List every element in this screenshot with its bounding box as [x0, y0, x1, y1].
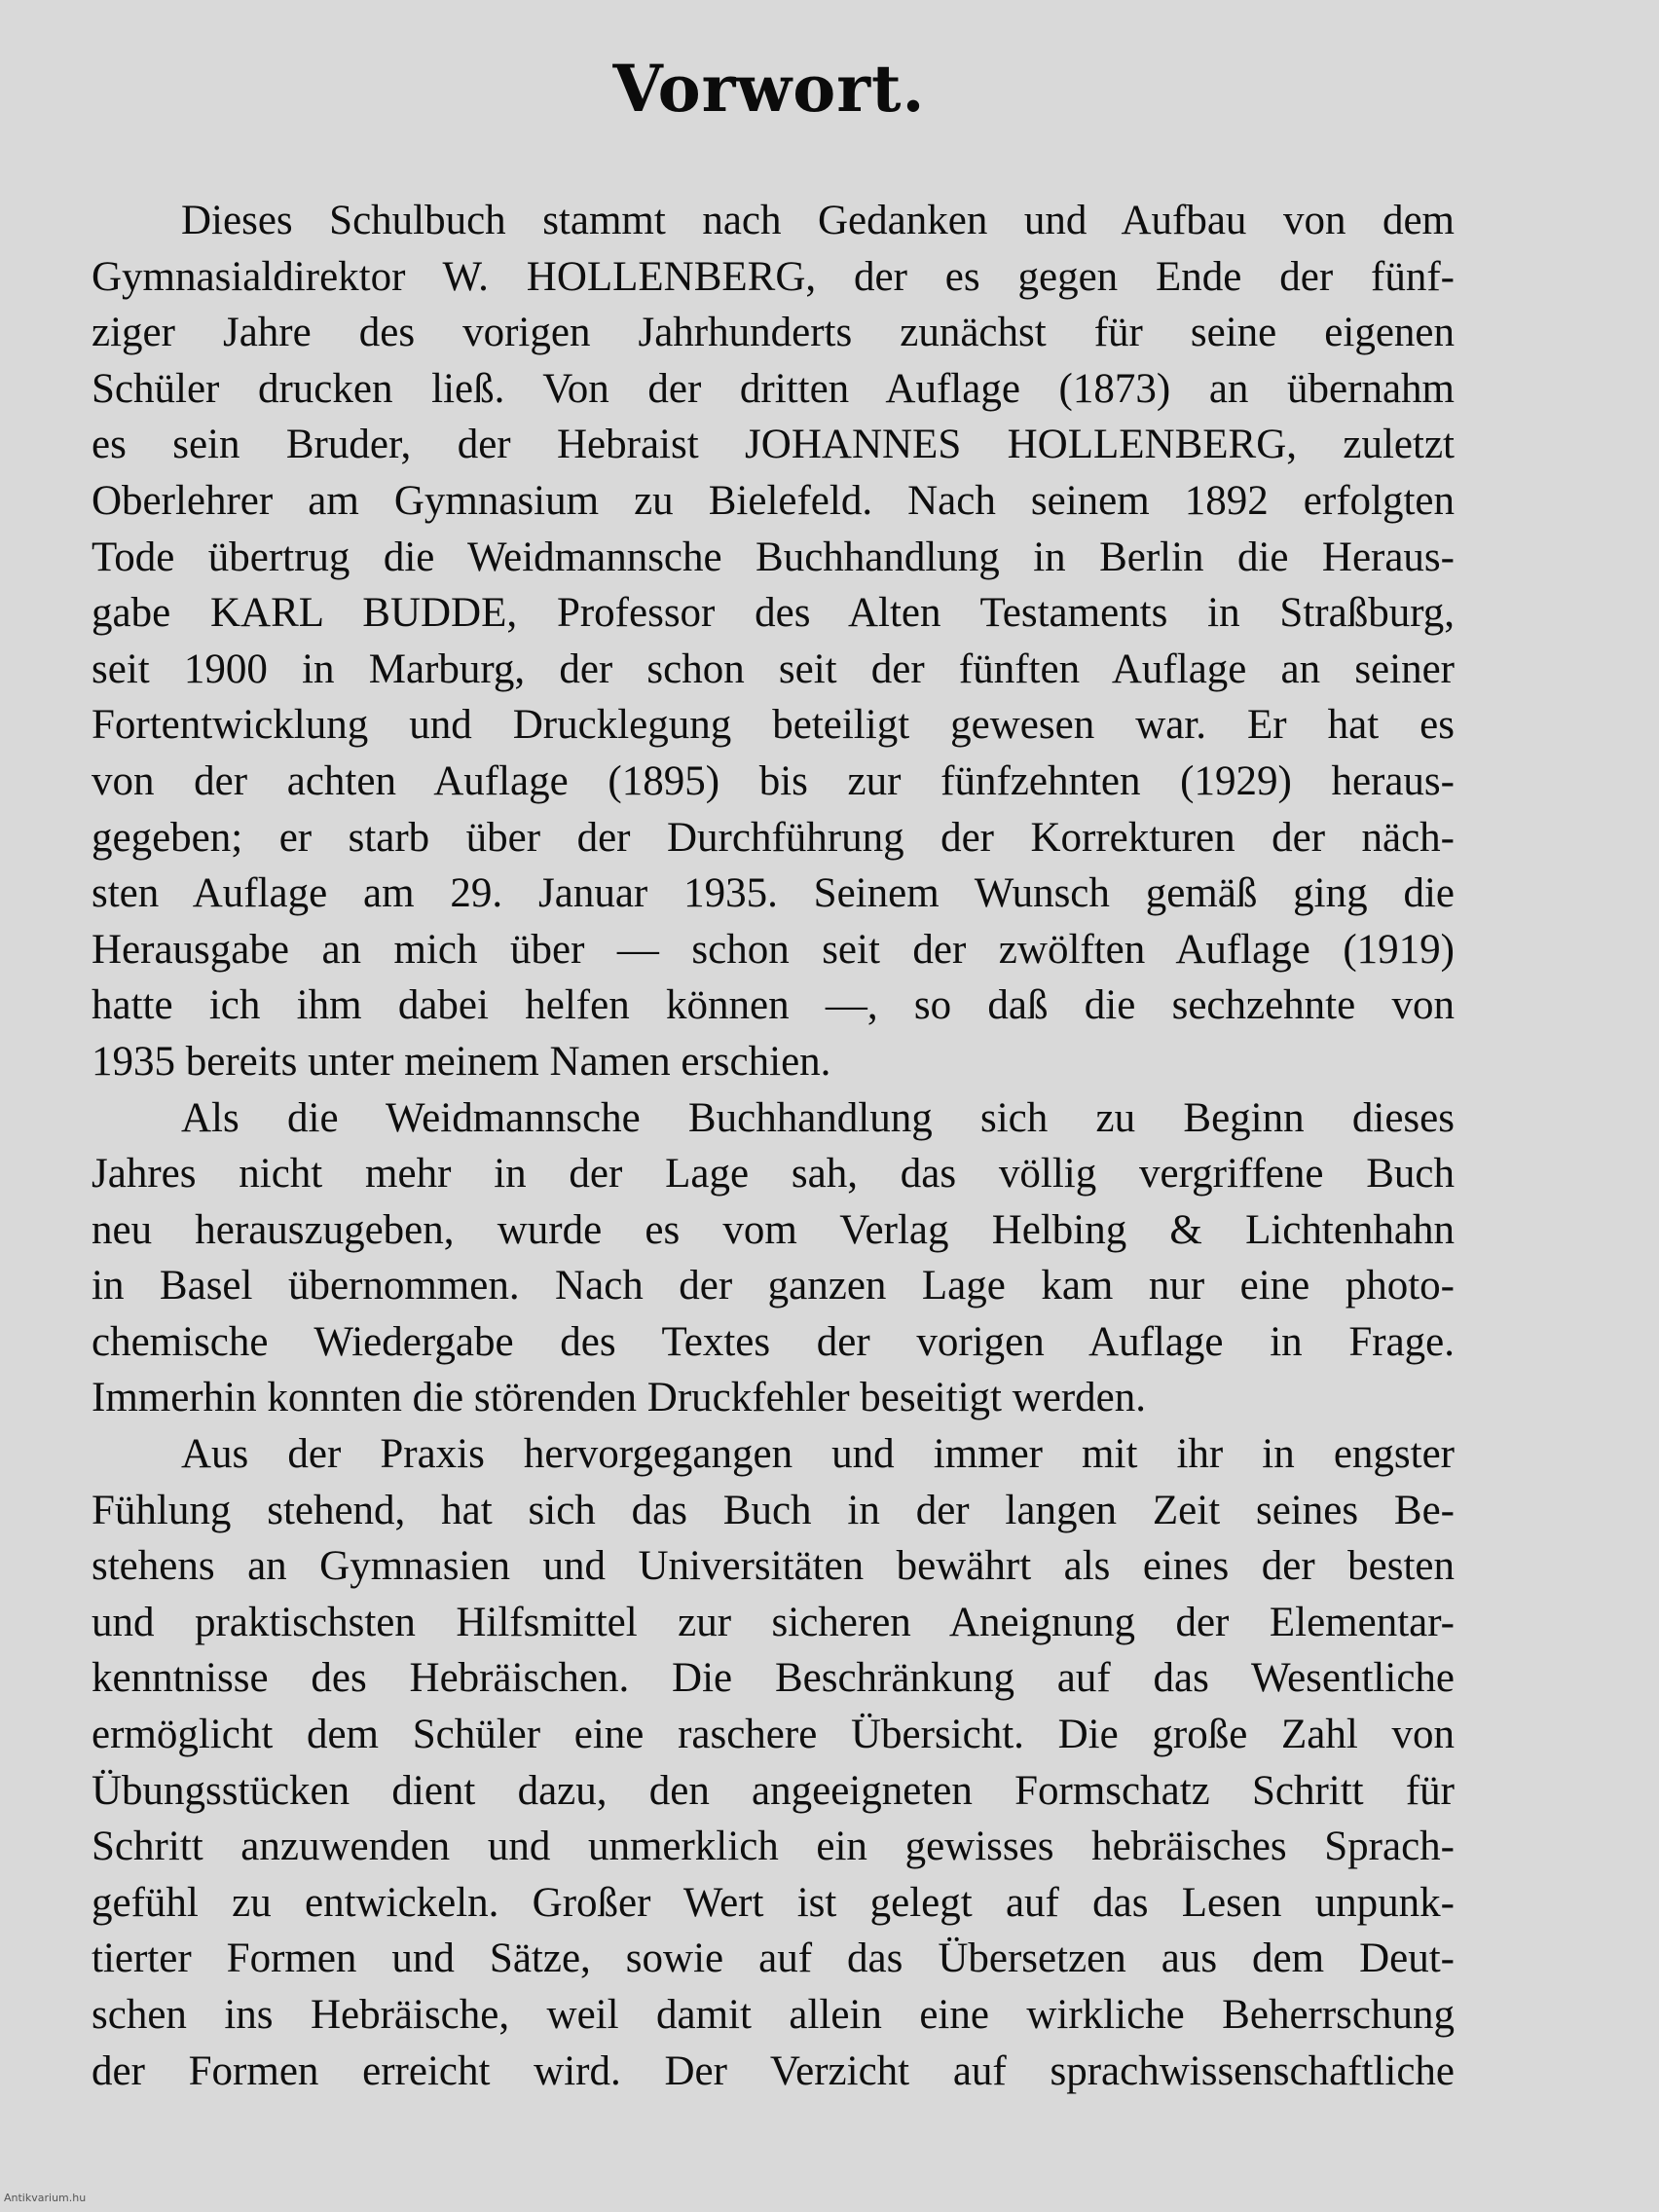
text-line: ziger Jahre des vorigen Jahrhunderts zunächst für seine eigenen: [92, 310, 1455, 356]
text-line: und praktischsten Hilfsmittel zur sicheren Aneignung der Elementar-: [92, 1599, 1455, 1645]
text-line: sten Auflage am 29. Januar 1935. Seinem Wunsch gemäß ging die: [92, 870, 1455, 917]
text-line: von der achten Auflage (1895) bis zur fünfzehnten (1929) heraus-: [92, 757, 1455, 804]
text-line: der Formen erreicht wird. Der Verzicht auf sprachwissenschaftliche: [92, 2047, 1455, 2094]
paragraph-1: [92, 193, 1455, 1090]
text-line: Schritt anzuwenden und unmerklich ein gewisses hebräisches Sprach-: [92, 1824, 1455, 1870]
text-line: schen ins Hebräische, weil damit allein eine wirkliche Beherrschung: [92, 1992, 1455, 2038]
paragraph-2: [92, 1090, 1455, 1427]
text-line: gabe KARL BUDDE, Professor des Alten Testaments in Straßburg,: [92, 590, 1455, 637]
text-line: 1935 bereits unter meinem Namen erschien.: [92, 1038, 831, 1085]
text-line: Oberlehrer am Gymnasium zu Bielefeld. Nach seinem 1892 erfolgten: [92, 477, 1455, 524]
text-line: stehens an Gymnasien und Universitäten bewährt als eines der besten: [92, 1543, 1455, 1590]
text-line: gegeben; er starb über der Durchführung der Korrekturen der näch-: [92, 814, 1455, 861]
text-line: Übungsstücken dient dazu, den angeeigneten Formschatz Schritt für: [92, 1767, 1455, 1814]
text-line: kenntnisse des Hebräischen. Die Beschränkung auf das Wesentliche: [92, 1655, 1455, 1702]
text-line: chemische Wiedergabe des Textes der vorigen Auflage in Frage.: [92, 1318, 1455, 1365]
text-line: neu herauszugeben, wurde es vom Verlag Helbing & Lichtenhahn: [92, 1206, 1455, 1253]
text-line: Tode übertrug die Weidmannsche Buchhandlung in Berlin die Heraus-: [92, 534, 1455, 580]
text-line: Aus der Praxis hervorgegangen und immer mit ihr in engster: [181, 1431, 1455, 1478]
text-line: Dieses Schulbuch stammt nach Gedanken und Aufbau von dem: [181, 198, 1455, 243]
text-line: Jahres nicht mehr in der Lage sah, das völlig vergriffene Buch: [92, 1151, 1455, 1198]
text-line: Gymnasialdirektor W. HOLLENBERG, der es gegen Ende der fünf-: [92, 253, 1455, 300]
text-line: ermöglicht dem Schüler eine raschere Übersicht. Die große Zahl von: [92, 1712, 1455, 1758]
text-line: seit 1900 in Marburg, der schon seit der fünften Auflage an seiner: [92, 645, 1455, 692]
text-line: Fortentwicklung und Drucklegung beteiligt gewesen war. Er hat es: [92, 702, 1455, 749]
text-line: Schüler drucken ließ. Von der dritten Auflage (1873) an übernahm: [92, 365, 1455, 412]
text-line: hatte ich ihm dabei helfen können —, so daß die sechzehnte von: [92, 982, 1455, 1029]
page-title: Vorwort.: [612, 51, 926, 127]
preface-body: [92, 193, 1455, 2099]
text-line: Immerhin konnten die störenden Druckfehler beseitigt werden.: [92, 1375, 1146, 1421]
watermark: Antikvarium.hu: [4, 2192, 87, 2204]
text-line: gefühl zu entwickeln. Großer Wert ist gelegt auf das Lesen unpunk-: [92, 1879, 1455, 1926]
paragraph-3: [92, 1426, 1455, 2099]
text-line: Als die Weidmannsche Buchhandlung sich zu Beginn dieses: [181, 1094, 1455, 1141]
text-line: tierter Formen und Sätze, sowie auf das Übersetzen aus dem Deut-: [92, 1936, 1455, 1982]
text-line: es sein Bruder, der Hebraist JOHANNES HOLLENBERG, zuletzt: [92, 422, 1455, 468]
text-line: Fühlung stehend, hat sich das Buch in der langen Zeit seines Be-: [92, 1487, 1455, 1533]
text-line: Herausgabe an mich über — schon seit der zwölften Auflage (1919): [92, 926, 1455, 973]
text-line: in Basel übernommen. Nach der ganzen Lage kam nur eine photo-: [92, 1263, 1455, 1309]
